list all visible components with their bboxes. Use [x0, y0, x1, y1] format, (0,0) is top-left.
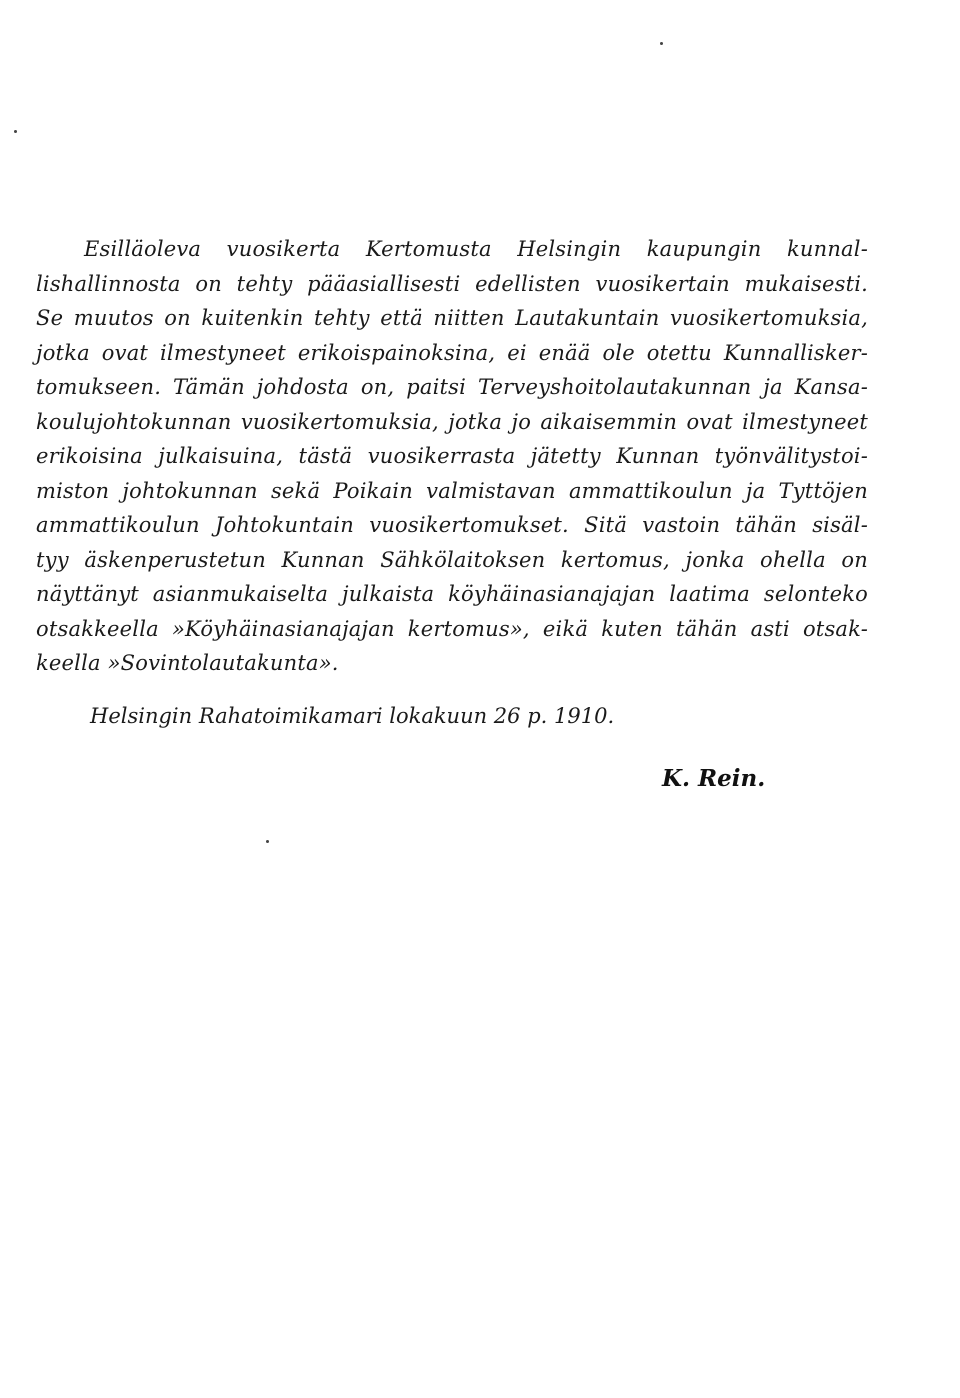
paragraph-line: miston johtokunnan sekä Poikain valmistavan ammattikoulun ja Tyttöjen [36, 478, 868, 503]
paragraph-line: jotka ovat ilmestyneet erikoispainoksina, ei enää ole otettu Kunnallisker- [36, 340, 868, 365]
paragraph-line: otsakkeella »Köyhäinasianajajan kertomus», eikä kuten tähän asti otsak- [36, 616, 868, 641]
paragraph-line: ammattikoulun Johtokuntain vuosikertomukset. Sitä vastoin tähän sisäl- [36, 513, 868, 537]
signature: K. Rein. [662, 765, 766, 792]
paragraph-line: näyttänyt asianmukaiselta julkaista köyhäinasianajajan laatima selonteko [36, 582, 868, 606]
scan-speck [660, 42, 663, 45]
dateline: Helsingin Rahatoimikamari lokakuun 26 p. 1910. [90, 704, 615, 728]
paragraph-line: Se muutos on kuitenkin tehty että niitten Lautakuntain vuosikertomuksia, [36, 306, 868, 330]
scan-speck [14, 130, 17, 133]
paragraph-line: tyy äskenperustetun Kunnan Sähkölaitoksen kertomus, jonka ohella on [36, 547, 868, 572]
paragraph-line: erikoisina julkaisuina, tästä vuosikerrasta jätetty Kunnan työnvälitystoi- [36, 444, 868, 468]
paragraph-line: tomukseen. Tämän johdosta on, paitsi Terveyshoitolautakunnan ja Kansa- [36, 375, 868, 399]
paragraph-line: keella »Sovintolautakunta». [36, 651, 339, 675]
paragraph-line: koulujohtokunnan vuosikertomuksia, jotka jo aikaisemmin ovat ilmestyneet [36, 409, 868, 434]
paragraph-line: lishallinnosta on tehty pääasiallisesti edellisten vuosikertain mukaisesti. [36, 271, 868, 296]
body-paragraph [36, 232, 868, 681]
scan-speck [266, 840, 269, 843]
paragraph-line: Esilläoleva vuosikerta Kertomusta Helsingin kaupungin kunnal- [84, 237, 868, 261]
